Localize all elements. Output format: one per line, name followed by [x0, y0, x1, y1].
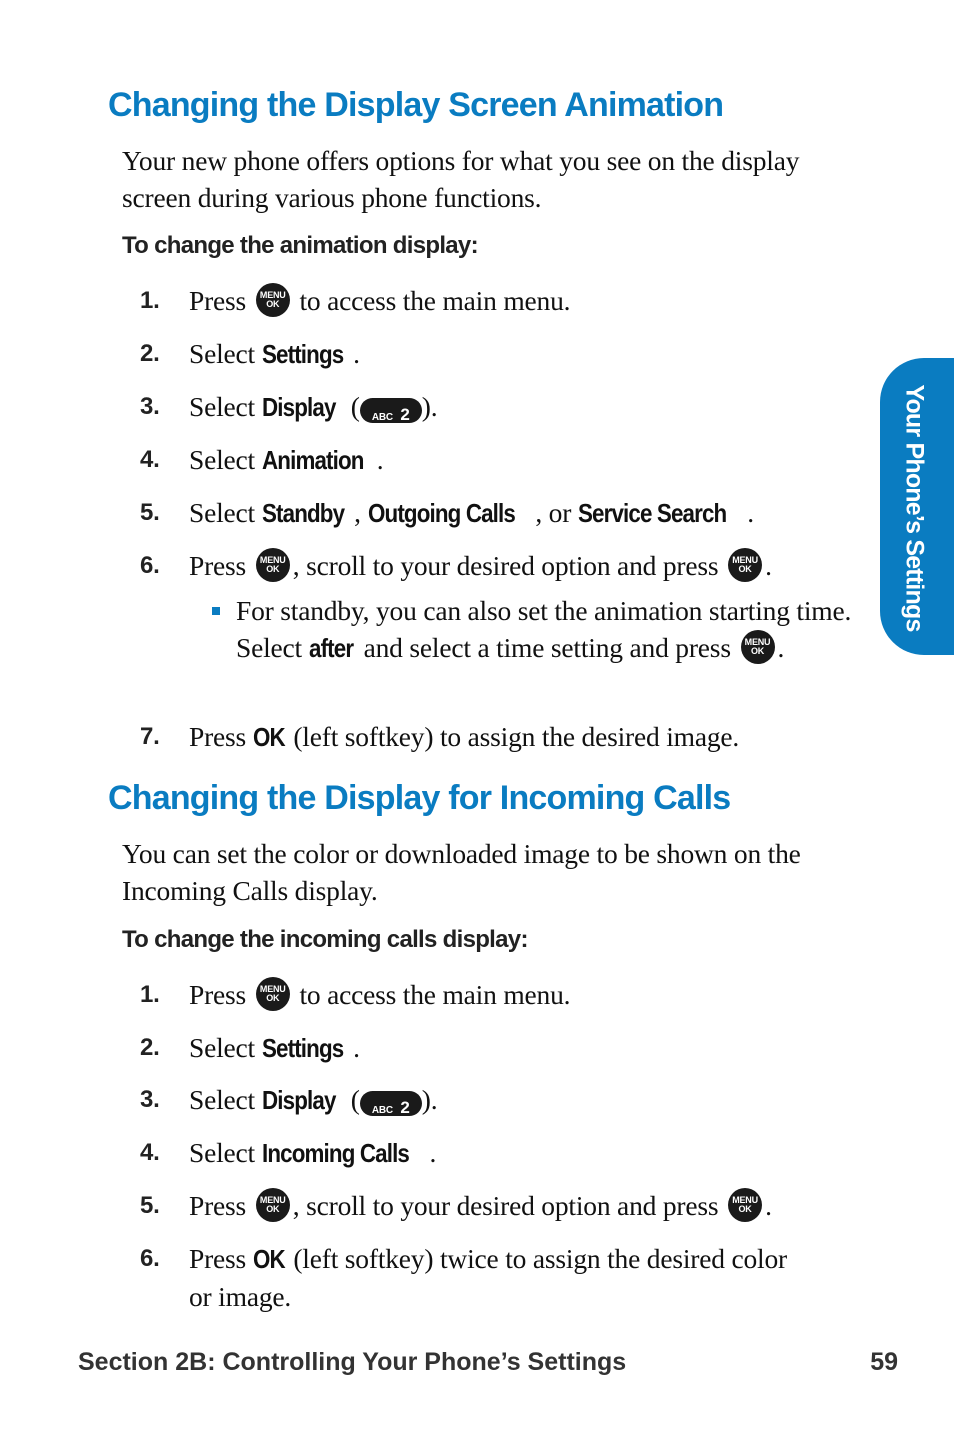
abc-2-key-icon: ABC 2	[360, 1091, 422, 1116]
step-number: 2.	[140, 340, 160, 367]
step-number: 3.	[140, 1086, 160, 1113]
menu-ok-key-icon: MENU OK	[256, 977, 290, 1011]
step-text: Press MENU OK , scroll to your desired option and press MENU OK .	[189, 1190, 772, 1221]
intro-paragraph-animation: Your new phone offers options for what you see on the display screen during various phone functions.	[122, 145, 800, 213]
step-number: 5.	[140, 1192, 160, 1219]
step-text: Select Display ( ABC 2 ).	[189, 391, 438, 424]
abc-2-key-icon: ABC 2	[360, 398, 422, 423]
step-text: Press OK (left softkey) to assign the desired image.	[189, 721, 740, 752]
step-text: Press MENU OK to access the main menu.	[189, 285, 571, 316]
square-bullet-icon	[212, 607, 220, 615]
step-text: Select Standby , Outgoing Calls , or Service Search .	[189, 497, 754, 528]
step-number: 3.	[140, 393, 160, 420]
step-text: Press MENU OK , scroll to your desired option and press MENU OK .	[189, 550, 772, 581]
step-text: Press OK (left softkey) twice to assign the desired color or image.	[189, 1243, 787, 1312]
subheading-incoming-calls: To change the incoming calls display:	[122, 926, 528, 953]
step-text: Select Incoming Calls .	[189, 1137, 437, 1168]
menu-ok-key-icon: MENU OK	[728, 1188, 762, 1222]
page-number: 59	[870, 1348, 898, 1376]
step-text: Select Settings .	[189, 1032, 360, 1063]
step-text: Select Display ( ABC 2 ).	[189, 1084, 438, 1117]
step-text: Select Settings .	[189, 338, 360, 369]
menu-ok-key-icon: MENU OK	[741, 630, 775, 664]
menu-ok-key-icon: MENU OK	[728, 548, 762, 582]
step-number: 4.	[140, 1139, 160, 1166]
step-number: 1.	[140, 287, 160, 314]
intro-paragraph-incoming-calls: You can set the color or downloaded image to be shown on the Incoming Calls display.	[122, 838, 801, 906]
step-text: Press MENU OK to access the main menu.	[189, 979, 571, 1010]
step-number: 4.	[140, 446, 160, 473]
step-number: 6.	[140, 1245, 160, 1272]
step-number: 2.	[140, 1034, 160, 1061]
step-number: 6.	[140, 552, 160, 579]
step-number: 7.	[140, 723, 160, 750]
side-tab-label: Your Phone’s Settings	[900, 384, 929, 632]
footer-section-label: Section 2B: Controlling Your Phone’s Settings	[78, 1348, 627, 1376]
menu-ok-key-icon: MENU OK	[256, 283, 290, 317]
section-title-incoming-calls: Changing the Display for Incoming Calls	[108, 779, 731, 817]
bullet-standby-note: For standby, you can also set the animation starting time. Select after and select a time setting and press MENU OK .	[236, 592, 856, 667]
step-text: Select Animation .	[189, 444, 384, 475]
step-number: 1.	[140, 981, 160, 1008]
menu-ok-key-icon: MENU OK	[256, 1188, 290, 1222]
step-number: 5.	[140, 499, 160, 526]
section-title-animation: Changing the Display Screen Animation	[108, 86, 724, 124]
menu-ok-key-icon: MENU OK	[256, 548, 290, 582]
subheading-animation: To change the animation display:	[122, 232, 478, 259]
